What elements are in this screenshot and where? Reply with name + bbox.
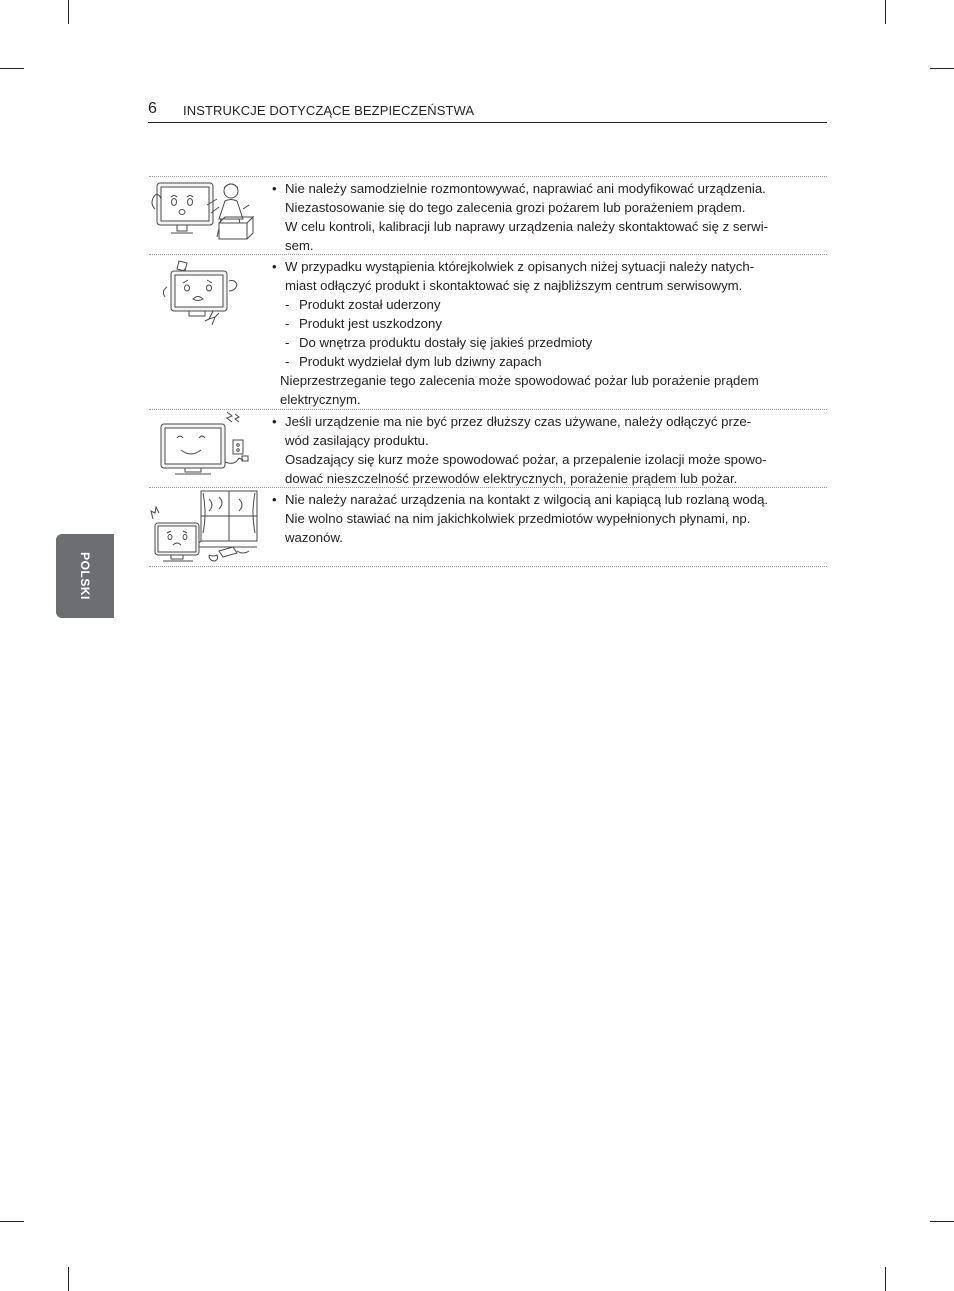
tv-unplugged-illustration: [149, 410, 261, 480]
instruction-text: wód zasilający produktu.: [285, 433, 429, 448]
section-title: INSTRUKCJE DOTYCZĄCE BEZPIECZEŃSTWA: [183, 103, 475, 118]
instruction-bullet: • Jeśli urządzenie ma nie być przez dłuższy czas używane, należy odłączyć prze-: [272, 412, 827, 431]
crop-mark: [68, 0, 69, 24]
language-tab-label: POLSKI: [78, 552, 92, 600]
crop-mark: [885, 1267, 886, 1291]
instruction-text: W celu kontroli, kalibracji lub naprawy urządzenia należy skontaktować się z serwi-: [285, 219, 769, 234]
crop-mark: [930, 68, 954, 69]
crop-mark: [930, 1221, 954, 1222]
crop-mark: [0, 1221, 24, 1222]
instruction-text: Nie wolno stawiać na nim jakichkolwiek przedmiotów wypełnionych płynami, np.: [285, 511, 751, 526]
crop-mark: [68, 1267, 69, 1291]
instruction-row: [149, 255, 827, 410]
crop-mark: [885, 0, 886, 24]
sub-item: - Do wnętrza produktu dostały się jakieś przedmioty: [285, 335, 593, 350]
warning-note: Nieprzestrzeganie tego zalecenia może spowodować pożar lub porażenie prądem: [280, 373, 759, 388]
sub-item: - Produkt został uderzony: [285, 297, 441, 312]
instruction-text: sem.: [285, 238, 314, 253]
instruction-row: [149, 410, 827, 488]
page-number: 6: [148, 100, 157, 117]
tv-repair-illustration: [149, 179, 261, 245]
tv-damaged-illustration: [149, 257, 261, 327]
instruction-row: [149, 177, 827, 255]
sub-item: - Produkt wydzielał dym lub dziwny zapach: [285, 354, 542, 369]
instruction-row: [149, 488, 827, 567]
instruction-bullet: • Nie należy narażać urządzenia na kontakt z wilgocią ani kapiącą lub rozlaną wodą.: [272, 490, 827, 509]
instruction-text: Niezastosowanie się do tego zalecenia grozi pożarem lub porażeniem prądem.: [285, 200, 746, 215]
warning-note: elektrycznym.: [280, 392, 361, 407]
page-header: [148, 100, 827, 123]
instruction-text: dować nieszczelność przewodów elektrycznych, porażenie prądem lub pożar.: [285, 471, 738, 486]
sub-item: - Produkt jest uszkodzony: [285, 316, 442, 331]
language-tab: [56, 534, 114, 618]
instruction-text: Osadzający się kurz może spowodować pożar, a przepalenie izolacji może spowo-: [285, 452, 767, 467]
tv-moisture-illustration: [149, 489, 261, 565]
instruction-bullet: • Nie należy samodzielnie rozmontowywać, naprawiać ani modyfikować urządzenia.: [272, 179, 827, 198]
instruction-bullet: • W przypadku wystąpienia którejkolwiek z opisanych niżej sytuacji należy natych-: [272, 257, 827, 276]
instruction-text: miast odłączyć produkt i skontaktować się z najbliższym centrum serwisowym.: [285, 278, 743, 293]
safety-instructions: [149, 176, 827, 567]
instruction-text: wazonów.: [285, 530, 343, 545]
crop-mark: [0, 68, 24, 69]
